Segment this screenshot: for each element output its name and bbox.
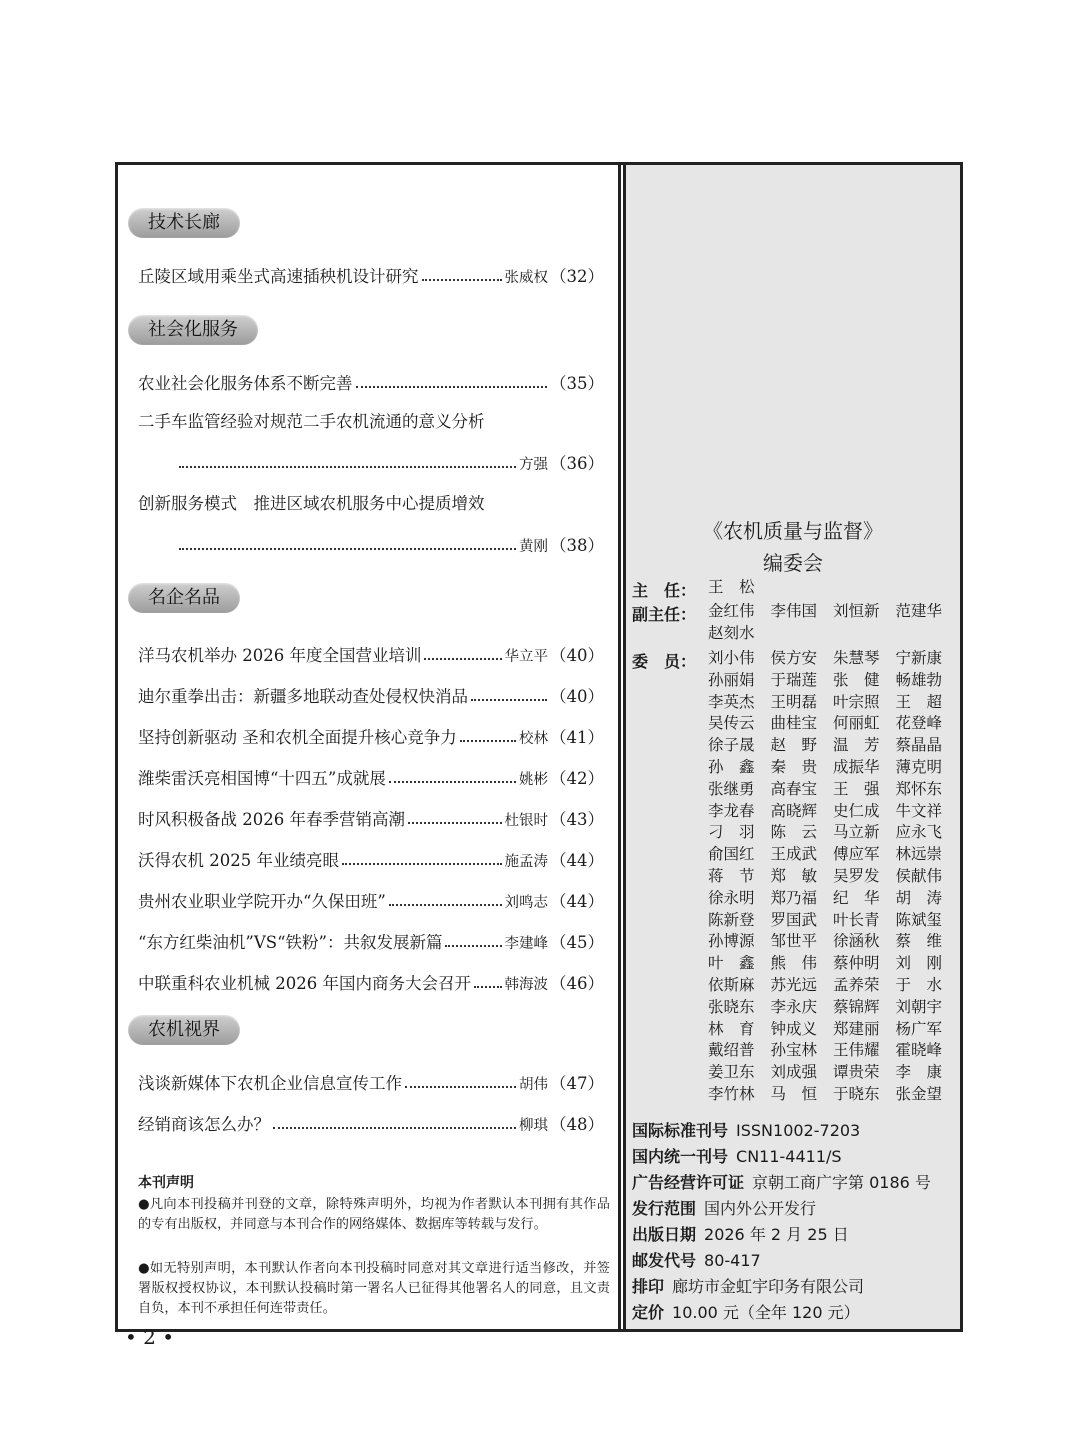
- info-label: 广告经营许可证: [632, 1173, 745, 1192]
- person-name: 李龙春: [708, 801, 755, 820]
- person-name: 徐子晟: [708, 736, 755, 755]
- toc-author: 李建峰: [504, 936, 548, 952]
- person-name: 花登峰: [895, 714, 943, 733]
- person-name: 姜卫东: [708, 1063, 755, 1082]
- toc-entry[interactable]: [138, 1109, 604, 1135]
- leader-dots: [389, 781, 516, 783]
- info-label: 排印: [632, 1277, 665, 1296]
- info-label: 国内统一刊号: [632, 1147, 729, 1166]
- toc-title: 洋马农机举办 2026 年度全国营业培训: [138, 646, 422, 665]
- table-of-contents: [118, 165, 621, 1329]
- person-name: 叶长青: [833, 910, 880, 929]
- toc-entry[interactable]: [176, 530, 604, 556]
- info-value: CN11-4411/S: [736, 1147, 842, 1166]
- section-header: 名企名品: [128, 583, 240, 613]
- leader-dots: [179, 466, 516, 468]
- publication-info-row: [632, 1144, 956, 1168]
- info-label: 国际标准刊号: [632, 1121, 729, 1140]
- toc-author: 校林: [519, 731, 548, 747]
- editorial-board-panel: [623, 165, 960, 1329]
- toc-title[interactable]: 二手车监管经验对规范二手农机流通的意义分析: [138, 412, 485, 431]
- person-name: 刁 羽: [708, 823, 755, 842]
- person-name: 陈 云: [770, 823, 818, 842]
- person-name: 蒋 节: [708, 866, 755, 885]
- info-value: 国内外公开发行: [704, 1199, 817, 1218]
- toc-entry[interactable]: [176, 448, 604, 474]
- person-name: 成振华: [833, 757, 880, 776]
- toc-entry[interactable]: [138, 763, 604, 789]
- leader-dots: [474, 986, 502, 988]
- person-name: 曲桂宝: [770, 714, 818, 733]
- info-value: 廊坊市金虹宇印务有限公司: [672, 1277, 865, 1296]
- person-name: 林远崇: [895, 845, 943, 864]
- person-name: 钟成义: [770, 1019, 818, 1038]
- info-value: ISSN1002-7203: [736, 1121, 861, 1140]
- toc-author: 姚彬: [519, 772, 548, 788]
- person-name: 胡 涛: [895, 888, 943, 907]
- person-name: 金红伟: [708, 602, 755, 620]
- toc-page: （44）: [550, 851, 604, 870]
- person-name: 王 超: [895, 692, 943, 711]
- person-name: 李英杰: [708, 692, 755, 711]
- toc-title: “东方红柴油机”VS“铁粉”：共叙发展新篇: [138, 933, 443, 952]
- info-value: 京朝工商广字第 0186 号: [752, 1173, 931, 1192]
- toc-author: 韩海波: [504, 977, 548, 993]
- info-label: 定价: [632, 1303, 665, 1322]
- person-name: 邹世平: [770, 932, 818, 951]
- person-name: 孙博源: [708, 932, 755, 951]
- toc-author: 华立平: [504, 649, 548, 665]
- publication-info-row: [632, 1222, 956, 1246]
- info-value: 80-417: [704, 1251, 761, 1270]
- publication-info-row: [632, 1248, 956, 1272]
- leader-dots: [460, 740, 516, 742]
- toc-author: 刘鸣志: [504, 895, 548, 911]
- person-name: 刘成强: [770, 1063, 818, 1082]
- members-label: 委 员：: [632, 652, 697, 671]
- person-name: 张晓东: [708, 997, 755, 1016]
- toc-title: 中联重科农业机械 2026 年国内商务大会召开: [138, 974, 471, 993]
- person-name: 刘小伟: [708, 649, 755, 667]
- person-name: 郑 敏: [770, 866, 818, 885]
- member-names: [708, 648, 958, 1106]
- toc-page: （36）: [550, 454, 604, 473]
- person-name: 吴传云: [708, 714, 755, 733]
- leader-dots: [342, 863, 502, 865]
- toc-title: 浅谈新媒体下农机企业信息宣传工作: [138, 1074, 402, 1093]
- person-name: 林 育: [708, 1019, 755, 1038]
- toc-entry[interactable]: [138, 640, 604, 666]
- toc-entry[interactable]: [138, 886, 604, 912]
- person-name: 马立新: [833, 823, 880, 842]
- toc-page: （40）: [550, 646, 604, 665]
- person-name: 温 芳: [833, 736, 880, 755]
- person-name: 张 健: [833, 670, 880, 689]
- journal-name: 《农机质量与监督》: [703, 519, 883, 543]
- person-name: 熊 伟: [770, 954, 818, 973]
- toc-page: （41）: [550, 728, 604, 747]
- board-title: 编委会: [763, 551, 823, 575]
- leader-dots: [424, 658, 501, 660]
- toc-title: 沃得农机 2025 年业绩亮眼: [138, 851, 339, 870]
- person-name: 牛文祥: [895, 801, 943, 820]
- person-name: 谭贵荣: [833, 1063, 880, 1082]
- toc-author: 黄刚: [519, 539, 548, 555]
- toc-author: 方强: [519, 457, 548, 473]
- toc-page: （45）: [550, 933, 604, 952]
- toc-page: （38）: [550, 536, 604, 555]
- leader-dots: [445, 945, 501, 947]
- person-name: 孙丽娟: [708, 670, 755, 689]
- person-name: 郑乃福: [770, 888, 818, 907]
- person-name: 畅雄勃: [895, 670, 943, 689]
- person-name: 于晓东: [833, 1084, 880, 1103]
- person-name: 叶宗照: [833, 692, 880, 711]
- leader-dots: [179, 548, 516, 550]
- person-name: 马 恒: [770, 1084, 818, 1103]
- person-name: 王伟耀: [833, 1041, 880, 1060]
- toc-title: 经销商该怎么办？: [138, 1115, 270, 1134]
- leader-dots: [356, 386, 548, 388]
- person-name: 高春宝: [770, 779, 818, 798]
- person-name: 王成武: [770, 845, 818, 864]
- person-name: 王 松: [708, 578, 755, 596]
- person-name: 王明磊: [770, 692, 818, 711]
- person-name: 李竹林: [708, 1084, 755, 1103]
- toc-title: 贵州农业职业学院开办“久保田班”: [138, 892, 386, 911]
- person-name: 霍晓峰: [895, 1041, 943, 1060]
- person-name: 朱慧琴: [833, 649, 880, 667]
- person-name: 陈新登: [708, 910, 755, 929]
- toc-page: （42）: [550, 769, 604, 788]
- toc-page: （43）: [550, 810, 604, 829]
- section-header: 社会化服务: [128, 315, 258, 345]
- leader-dots: [408, 822, 502, 824]
- toc-title: 潍柴雷沃亮相国博“十四五”成就展: [138, 769, 386, 788]
- person-name: 俞国红: [708, 845, 755, 864]
- person-name: 孙宝林: [770, 1041, 818, 1060]
- person-name: 李永庆: [770, 997, 818, 1016]
- leader-dots: [405, 1086, 516, 1088]
- person-name: 蔡 维: [895, 932, 943, 951]
- person-name: 侯方安: [770, 649, 818, 667]
- publication-info-row: [632, 1300, 956, 1324]
- toc-entry[interactable]: [138, 261, 604, 287]
- toc-title: 时风积极备战 2026 年春季营销高潮: [138, 810, 405, 829]
- leader-dots: [471, 699, 547, 701]
- person-name: 李 康: [895, 1063, 943, 1082]
- person-name: 叶 鑫: [708, 954, 755, 973]
- publication-info-row: [632, 1196, 956, 1220]
- section-header: 农机视界: [128, 1015, 240, 1045]
- person-name: 刘朝宇: [895, 997, 943, 1016]
- toc-page: （40）: [550, 687, 604, 706]
- person-name: 于 水: [895, 975, 943, 994]
- person-name: 赵 野: [770, 736, 818, 755]
- vice-director-label: 副主任：: [632, 605, 697, 624]
- person-name: 范建华: [895, 602, 943, 620]
- toc-entry[interactable]: [138, 1068, 604, 1094]
- toc-author: 杜银时: [504, 813, 548, 829]
- toc-title: 坚持创新驱动 圣和农机全面提升核心竞争力: [138, 728, 457, 747]
- toc-author: 胡伟: [519, 1077, 548, 1093]
- person-name: 徐永明: [708, 888, 755, 907]
- toc-author: 柳琪: [519, 1118, 548, 1134]
- person-name: 赵刻水: [708, 623, 755, 642]
- person-name: 陈斌玺: [895, 910, 943, 929]
- page-frame: [115, 162, 963, 1332]
- person-name: 刘 刚: [895, 954, 943, 973]
- toc-entry[interactable]: [138, 681, 604, 707]
- toc-page: （47）: [550, 1074, 604, 1093]
- toc-author: 施孟涛: [504, 854, 548, 870]
- person-name: 苏光远: [770, 975, 818, 994]
- person-name: 纪 华: [833, 888, 880, 907]
- page-number: • 2 •: [125, 1325, 175, 1349]
- person-name: 蔡晶晶: [895, 736, 943, 755]
- person-name: 王 强: [833, 779, 880, 798]
- toc-entry[interactable]: [138, 368, 604, 394]
- toc-entry[interactable]: [138, 927, 604, 953]
- publication-info-row: [632, 1118, 956, 1142]
- info-label: 邮发代号: [632, 1251, 697, 1270]
- toc-entry[interactable]: [138, 722, 604, 748]
- director-names: [708, 577, 958, 599]
- toc-page: （44）: [550, 892, 604, 911]
- leader-dots: [389, 904, 502, 906]
- toc-entry[interactable]: [138, 804, 604, 830]
- person-name: 罗国武: [770, 910, 818, 929]
- person-name: 高晓辉: [770, 801, 818, 820]
- person-name: 史仁成: [833, 801, 880, 820]
- person-name: 郑建丽: [833, 1019, 880, 1038]
- person-name: 蔡仲明: [833, 954, 880, 973]
- person-name: 薄克明: [895, 757, 943, 776]
- info-value: 2026 年 2 月 25 日: [704, 1225, 849, 1244]
- person-name: 李伟国: [770, 602, 818, 620]
- notice-paragraph: ●凡向本刊投稿并刊登的文章，除特殊声明外，均视为作者默认本刊拥有其作品的专有出版权，并同意与本刊合作的网络媒体、数据库等转载与发行。: [138, 1197, 610, 1232]
- info-label: 出版日期: [632, 1225, 697, 1244]
- publication-info-row: [632, 1170, 956, 1194]
- person-name: 蔡锦辉: [833, 997, 880, 1016]
- person-name: 孙 鑫: [708, 757, 755, 776]
- person-name: 秦 贵: [770, 757, 818, 776]
- person-name: 杨广军: [895, 1019, 943, 1038]
- person-name: 戴绍普: [708, 1041, 755, 1060]
- person-name: 侯献伟: [895, 866, 943, 885]
- toc-page: （32）: [550, 267, 604, 286]
- person-name: 吴罗发: [833, 866, 880, 885]
- leader-dots: [273, 1127, 516, 1129]
- toc-page: （48）: [550, 1115, 604, 1134]
- person-name: 刘恒新: [833, 602, 880, 620]
- publication-info-row: [632, 1274, 956, 1298]
- toc-author: 张威权: [504, 270, 548, 286]
- person-name: 应永飞: [895, 823, 943, 842]
- notice-paragraph: ●如无特别声明，本刊默认作者向本刊投稿时同意对其文章进行适当修改，并签署版权授权协议，本刊默认投稿时第一署名人已征得其他署名人的同意，且文责自负，本刊不承担任何连带责任。: [138, 1261, 610, 1316]
- info-value: 10.00 元（全年 120 元）: [672, 1303, 860, 1322]
- person-name: 依斯麻: [708, 975, 755, 994]
- director-label: 主 任：: [632, 581, 697, 600]
- toc-title: 农业社会化服务体系不断完善: [138, 374, 353, 393]
- person-name: 张金望: [895, 1084, 943, 1103]
- toc-entry[interactable]: [138, 845, 604, 871]
- person-name: 何丽虹: [833, 714, 880, 733]
- toc-page: （35）: [550, 374, 604, 393]
- toc-title: 丘陵区域用乘坐式高速插秧机设计研究: [138, 267, 419, 286]
- vice-director-names: [708, 601, 958, 645]
- person-name: 于瑞莲: [770, 670, 818, 689]
- person-name: 孟养荣: [833, 975, 880, 994]
- toc-entry[interactable]: [138, 968, 604, 994]
- person-name: 宁新康: [895, 649, 943, 667]
- toc-title[interactable]: 创新服务模式 推进区域农机服务中心提质增效: [138, 494, 485, 513]
- info-label: 发行范围: [632, 1199, 697, 1218]
- section-header: 技术长廊: [128, 208, 240, 238]
- leader-dots: [422, 279, 502, 281]
- person-name: 张继勇: [708, 779, 755, 798]
- person-name: 傅应军: [833, 845, 880, 864]
- person-name: 郑怀东: [895, 779, 943, 798]
- toc-title: 迪尔重拳出击：新疆多地联动查处侵权快消品: [138, 687, 468, 706]
- notice-title: 本刊声明: [138, 1175, 194, 1191]
- person-name: 徐涵秋: [833, 932, 880, 951]
- toc-page: （46）: [550, 974, 604, 993]
